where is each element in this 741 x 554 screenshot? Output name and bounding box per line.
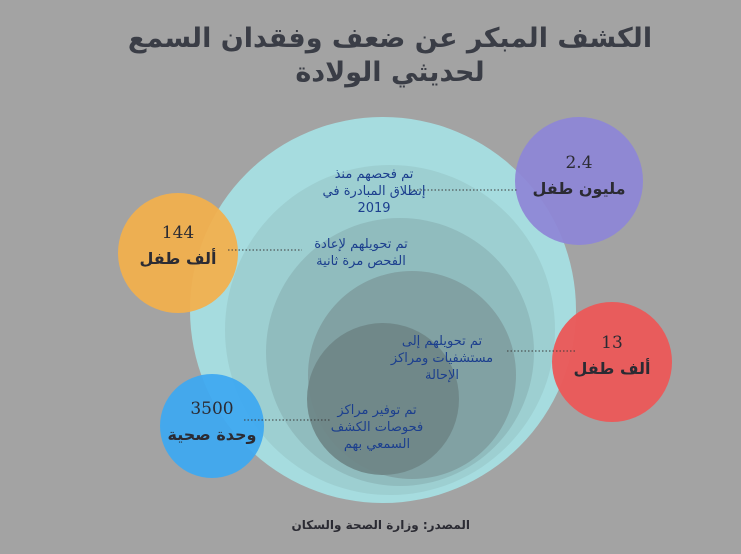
bubble-red-text: [552, 331, 672, 381]
ring-label-3: تم تحويلهم إلى مستشفيات ومراكز الإحالة: [390, 334, 494, 383]
bubble-blue-value: 3500: [190, 399, 234, 419]
bubble-orange-value: 144: [161, 223, 195, 243]
bubble-orange-text: [118, 221, 238, 271]
bubble-blue-text: [152, 397, 272, 447]
bubble-orange-unit: ألف طفل: [139, 249, 217, 268]
bubble-purple-unit: مليون طفل: [532, 179, 626, 198]
bubble-red-unit: ألف طفل: [573, 359, 651, 378]
ring-label-4: تم توفير مراكز فحوصات الكشف السمعي بهم: [330, 403, 424, 452]
title-line-1: الكشف المبكر عن ضعف وفقدان السمع: [127, 23, 653, 54]
source-note: المصدر: وزارة الصحة والسكان: [291, 518, 470, 532]
bubble-blue-unit: وحدة صحية: [167, 425, 257, 444]
bubble-red-value: 13: [601, 333, 623, 353]
bubble-purple-text: [519, 151, 639, 201]
bubble-purple-value: 2.4: [565, 153, 593, 173]
title-line-2: لحديثي الولادة: [295, 57, 485, 88]
ring-label-1: تم فحصهم منذ إنطلاق المبادرة في 2019: [322, 167, 426, 216]
ring-label-2: تم تحويلهم لإعادة الفحص مرة ثانية: [314, 237, 408, 269]
